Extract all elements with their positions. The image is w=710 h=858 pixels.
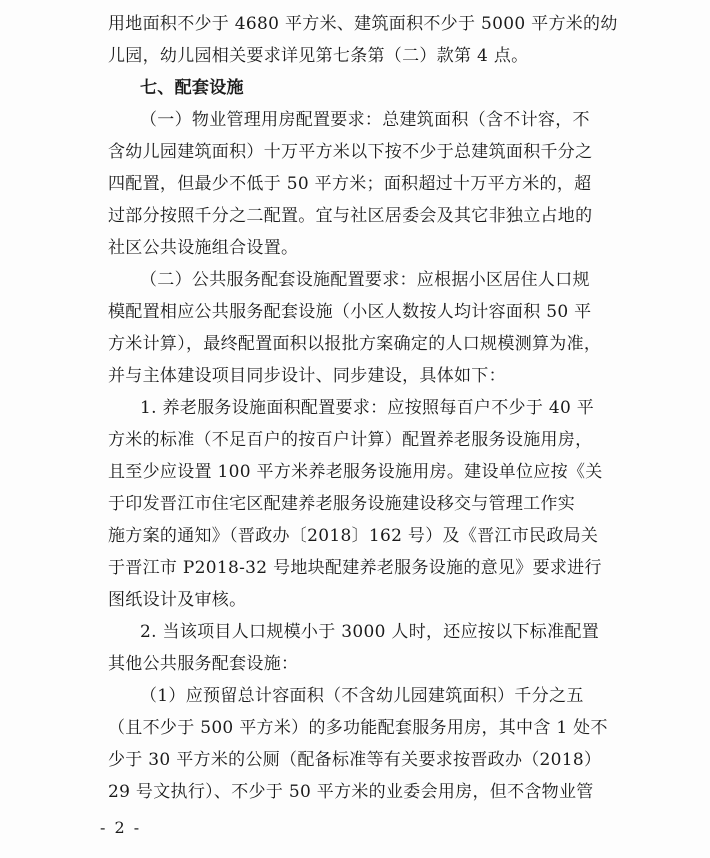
text-line-17: 施方案的通知》（晋政办〔2018〕162 号）及《晋江市民政局关 [108, 526, 599, 546]
page-number: - 2 - [100, 818, 142, 837]
text-line-22: （1）应预留总计容面积（不含幼儿园建筑面积）千分之五 [140, 686, 584, 706]
text-line-7: 过部分按照千分之二配置。宜与社区居委会及其它非独立占地的 [108, 206, 593, 226]
text-line-1: 用地面积不少于 4680 平方米、建筑面积不少于 5000 平方米的幼 [108, 14, 618, 34]
text-line-9: （二）公共服务配套设施配置要求：应根据小区居住人口规 [140, 270, 590, 290]
text-line-24: 少于 30 平方米的公厕（配备标准等有关要求按晋政办（2018） [108, 750, 602, 770]
text-line-5: 含幼儿园建筑面积）十万平方米以下按不少于总建筑面积千分之 [108, 142, 593, 162]
text-line-23: （且不少于 500 平方米）的多功能配套服务用房，其中含 1 处不 [108, 718, 608, 738]
text-line-25: 29 号文执行）、不少于 50 平方米的业委会用房，但不含物业管 [108, 782, 594, 802]
text-line-4: （一）物业管理用房配置要求：总建筑面积（含不计容，不 [140, 110, 590, 130]
text-line-6: 四配置，但最少不低于 50 平方米；面积超过十万平方米的，超 [108, 174, 592, 194]
text-line-10: 模配置相应公共服务配套设施（小区人数按人均计容面积 50 平 [108, 302, 592, 322]
text-line-14: 方米的标准（不足百户的按百户计算）配置养老服务设施用房， [108, 430, 593, 450]
text-line-13: 1. 养老服务设施面积配置要求：应按照每百户不少于 40 平 [140, 398, 595, 418]
text-line-16: 于印发晋江市住宅区配建养老服务设施建设移交与管理工作实 [108, 494, 576, 514]
text-line-20: 2. 当该项目人口规模小于 3000 人时，还应按以下标准配置 [140, 622, 599, 642]
section-heading: 七、配套设施 [140, 78, 244, 98]
text-line-19: 图纸设计及审核。 [108, 590, 247, 610]
text-line-11: 方米计算），最终配置面积以报批方案确定的人口规模测算为准， [108, 334, 602, 354]
text-line-12: 并与主体建设项目同步设计、同步建设，具体如下： [108, 366, 506, 386]
text-line-2: 儿园，幼儿园相关要求详见第七条第（二）款第 4 点。 [108, 46, 529, 66]
text-line-21: 其他公共服务配套设施： [108, 654, 299, 674]
text-line-8: 社区公共设施组合设置。 [108, 238, 299, 258]
text-line-15: 且至少应设置 100 平方米养老服务设施用房。建设单位应按《关 [108, 462, 603, 482]
text-line-18: 于晋江市 P2018-32 号地块配建养老服务设施的意见》要求进行 [108, 558, 602, 578]
